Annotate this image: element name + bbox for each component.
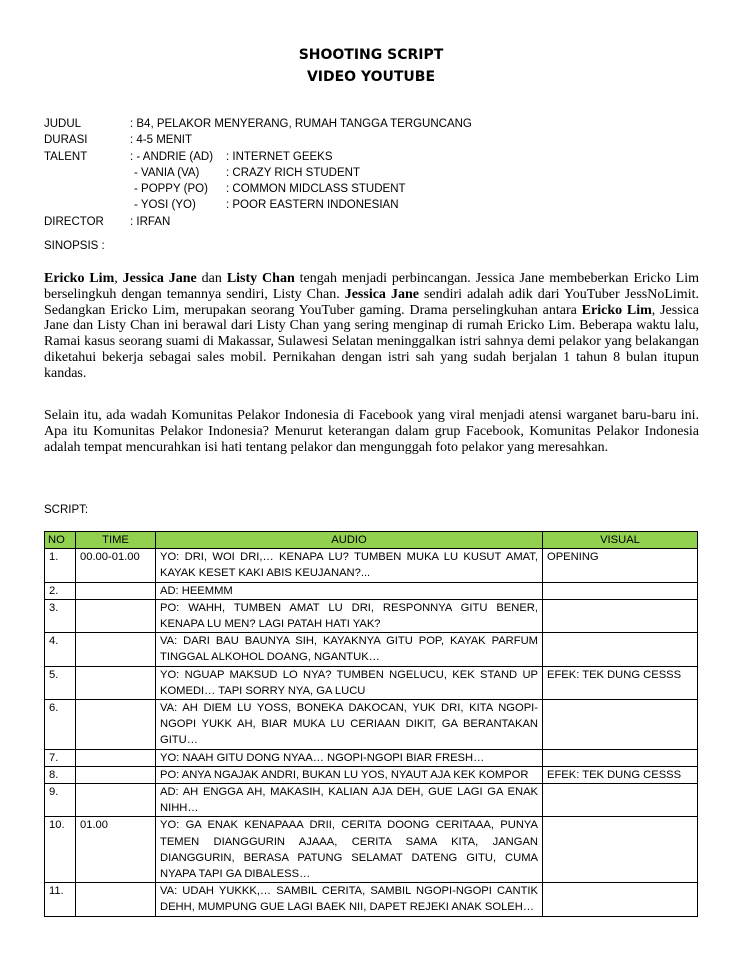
cell-no: 2. — [45, 582, 76, 599]
cell-audio: AD: HEEMMM — [156, 582, 543, 599]
cell-no: 5. — [45, 666, 76, 699]
cell-time — [76, 784, 156, 817]
cell-time — [76, 883, 156, 916]
table-header-row — [45, 532, 698, 549]
talent-name: - VANIA (VA) — [134, 166, 200, 179]
meta-key: DIRECTOR — [44, 215, 104, 228]
metadata-block — [44, 116, 472, 230]
document-subtitle: VIDEO YOUTUBE — [306, 69, 436, 85]
cell-no: 3. — [45, 599, 76, 632]
table-row — [45, 766, 698, 783]
bold-name: Listy Chan — [226, 271, 295, 286]
bold-name: Ericko Lim — [581, 302, 652, 318]
talent-name: - POPPY (PO) — [134, 183, 208, 196]
talent-role: : COMMON MIDCLASS STUDENT — [226, 183, 406, 196]
cell-audio: YO: DRI, WOI DRI,… KENAPA LU? TUMBEN MUKA LU KUSUT AMAT, KAYAK KESET KAKI ABIS KEUJANAN?... — [156, 549, 543, 582]
meta-row-durasi — [44, 132, 472, 148]
table-row — [45, 883, 698, 916]
table-row — [45, 817, 698, 883]
header-no: NO — [45, 532, 76, 549]
talent-role: : POOR EASTERN INDONESIAN — [226, 199, 399, 212]
cell-audio: VA: DARI BAU BAUNYA SIH, KAYAKNYA GITU POP, KAYAK PARFUM TINGGAL ALKOHOL DOANG, NGANTUK… — [156, 633, 543, 666]
cell-no: 11. — [45, 883, 76, 916]
table-row — [45, 784, 698, 817]
cell-no: 7. — [45, 749, 76, 766]
cell-visual — [543, 817, 698, 883]
cell-visual: OPENING — [543, 549, 698, 582]
header-audio: AUDIO — [156, 532, 543, 549]
bold-name: Jessica Jane — [122, 271, 197, 286]
cell-no: 1. — [45, 549, 76, 582]
text-run: , — [114, 271, 123, 286]
cell-time — [76, 599, 156, 632]
cell-no: 4. — [45, 633, 76, 666]
cell-visual — [543, 784, 698, 817]
bold-name: Jessica Jane — [344, 286, 419, 302]
cell-no: 10. — [45, 817, 76, 883]
cell-no: 8. — [45, 766, 76, 783]
document-title: SHOOTING SCRIPT — [298, 47, 444, 63]
table-row — [45, 700, 698, 750]
sinopsis-paragraph-2: Selain itu, ada wadah Komunitas Pelakor Indonesia di Facebook yang viral menjadi atensi warganet baru-baru ini. Apa itu Komunitas Pelakor Indonesia? Menurut keterangan dalam grup Facebook, Komunitas Pelakor Indonesia adalah tempat mencurahkan isi hati tentang pelakor dan mengunggah foto pelakor yang meresahkan. — [44, 408, 699, 455]
table-row — [45, 666, 698, 699]
meta-key: JUDUL — [44, 118, 82, 130]
table-row — [45, 599, 698, 632]
cell-time — [76, 666, 156, 699]
sinopsis-paragraph — [44, 271, 699, 382]
header-visual: VISUAL — [543, 532, 698, 549]
table-row — [45, 549, 698, 582]
script-label: SCRIPT: — [44, 504, 89, 516]
meta-value: : B4, PELAKOR MENYERANG, RUMAH TANGGA TERGUNCANG — [130, 118, 472, 130]
meta-row-talent — [44, 149, 472, 165]
meta-row-judul — [44, 116, 472, 132]
cell-audio: PO: WAHH, TUMBEN AMAT LU DRI, RESPONNYA GITU BENER, KENAPA LU MEN? LAGI PATAH HATI YAK? — [156, 599, 543, 632]
cell-audio: VA: UDAH YUKKK,… SAMBIL CERITA, SAMBIL NGOPI-NGOPI CANTIK DEHH, MUMPUNG GUE LAGI BAEK NII, DAPET REJEKI ANAK SOLEH… — [156, 883, 543, 916]
cell-time — [76, 700, 156, 750]
cell-visual — [543, 582, 698, 599]
cell-audio: PO: ANYA NGAJAK ANDRI, BUKAN LU YOS, NYAUT AJA KEK KOMPOR — [156, 766, 543, 783]
cell-visual — [543, 749, 698, 766]
cell-no: 9. — [45, 784, 76, 817]
table-row — [45, 582, 698, 599]
cell-time: 01.00 — [76, 817, 156, 883]
header-time: TIME — [76, 532, 156, 549]
cell-time — [76, 582, 156, 599]
meta-key: TALENT — [44, 150, 88, 163]
talent-name: - YOSI (YO) — [134, 199, 196, 212]
cell-time — [76, 633, 156, 666]
meta-row-talent — [44, 197, 472, 213]
meta-value: : IRFAN — [130, 215, 171, 228]
cell-time — [76, 766, 156, 783]
cell-audio: YO: GA ENAK KENAPAAA DRII, CERITA DOONG CERITAAA, PUNYA TEMEN DIANGGURIN AJAAA, CERITA SAMA KITA, JANGAN DIANGGURIN, BERASA PATUNG SELAMAT DATENG GITU, CUMA NYAPA TAPI GA DIBALESS… — [156, 817, 543, 883]
meta-key: DURASI — [44, 134, 88, 147]
cell-visual — [543, 883, 698, 916]
cell-visual: EFEK: TEK DUNG CESSS — [543, 766, 698, 783]
meta-value: : 4-5 MENIT — [130, 134, 192, 147]
script-table-body — [45, 549, 698, 916]
cell-visual — [543, 599, 698, 632]
talent-role: : INTERNET GEEKS — [226, 150, 333, 163]
cell-visual: EFEK: TEK DUNG CESSS — [543, 666, 698, 699]
cell-audio: AD: AH ENGGA AH, MAKASIH, KALIAN AJA DEH, GUE LAGI GA ENAK NIHH… — [156, 784, 543, 817]
script-table — [44, 531, 698, 917]
meta-row-talent — [44, 165, 472, 181]
cell-time — [76, 749, 156, 766]
table-row — [45, 633, 698, 666]
talent-name: : - ANDRIE (AD) — [130, 150, 214, 163]
table-row — [45, 749, 698, 766]
talent-role: : CRAZY RICH STUDENT — [226, 166, 360, 179]
cell-visual — [543, 700, 698, 750]
meta-row-talent — [44, 181, 472, 197]
sinopsis-label: SINOPSIS : — [44, 240, 105, 252]
text-run: sendiri adalah adik dari YouTuber JessNoLimit. Sedangkan Ericko Lim, merupakan seorang YouTuber gaming. Drama perselingkuhan antara — [44, 286, 699, 318]
cell-audio: VA: AH DIEM LU YOSS, BONEKA DAKOCAN, YUK DRI, KITA NGOPI-NGOPI YUKK AH, BIAR MUKA LU CERIAAN DIKIT, GA BERANTAKAN GITU… — [156, 700, 543, 750]
cell-no: 6. — [45, 700, 76, 750]
cell-visual — [543, 633, 698, 666]
meta-row-director — [44, 214, 472, 230]
bold-name: Ericko Lim — [44, 271, 115, 286]
cell-audio: YO: NGUAP MAKSUD LO NYA? TUMBEN NGELUCU, KEK STAND UP KOMEDI… TAPI SORRY NYA, GA LUCU — [156, 666, 543, 699]
text-run: , Jessica Jane dan Listy Chan ini berawal dari Listy Chan yang sering menginap di rumah Ericko Lim. Beberapa waktu lalu, Ramai kasus seorang suami di Makassar, Sulawesi Selatan meninggalkan istri sahnya demi pelakor yang belakangan diketahui bekerja sebagai sales mobil. Pernikahan dengan istri sah yang sudah berjalan 1 tahun 8 bulan itupun kandas. — [44, 302, 699, 381]
cell-time: 00.00-01.00 — [76, 549, 156, 582]
text-run: dan — [196, 271, 227, 286]
cell-audio: YO: NAAH GITU DONG NYAA… NGOPI-NGOPI BIAR FRESH… — [156, 749, 543, 766]
text-run: tengah menjadi perbincangan. Jessica Jane membeberkan Ericko Lim berselingkuh dengan temannya sendiri, Listy Chan. — [44, 271, 700, 302]
